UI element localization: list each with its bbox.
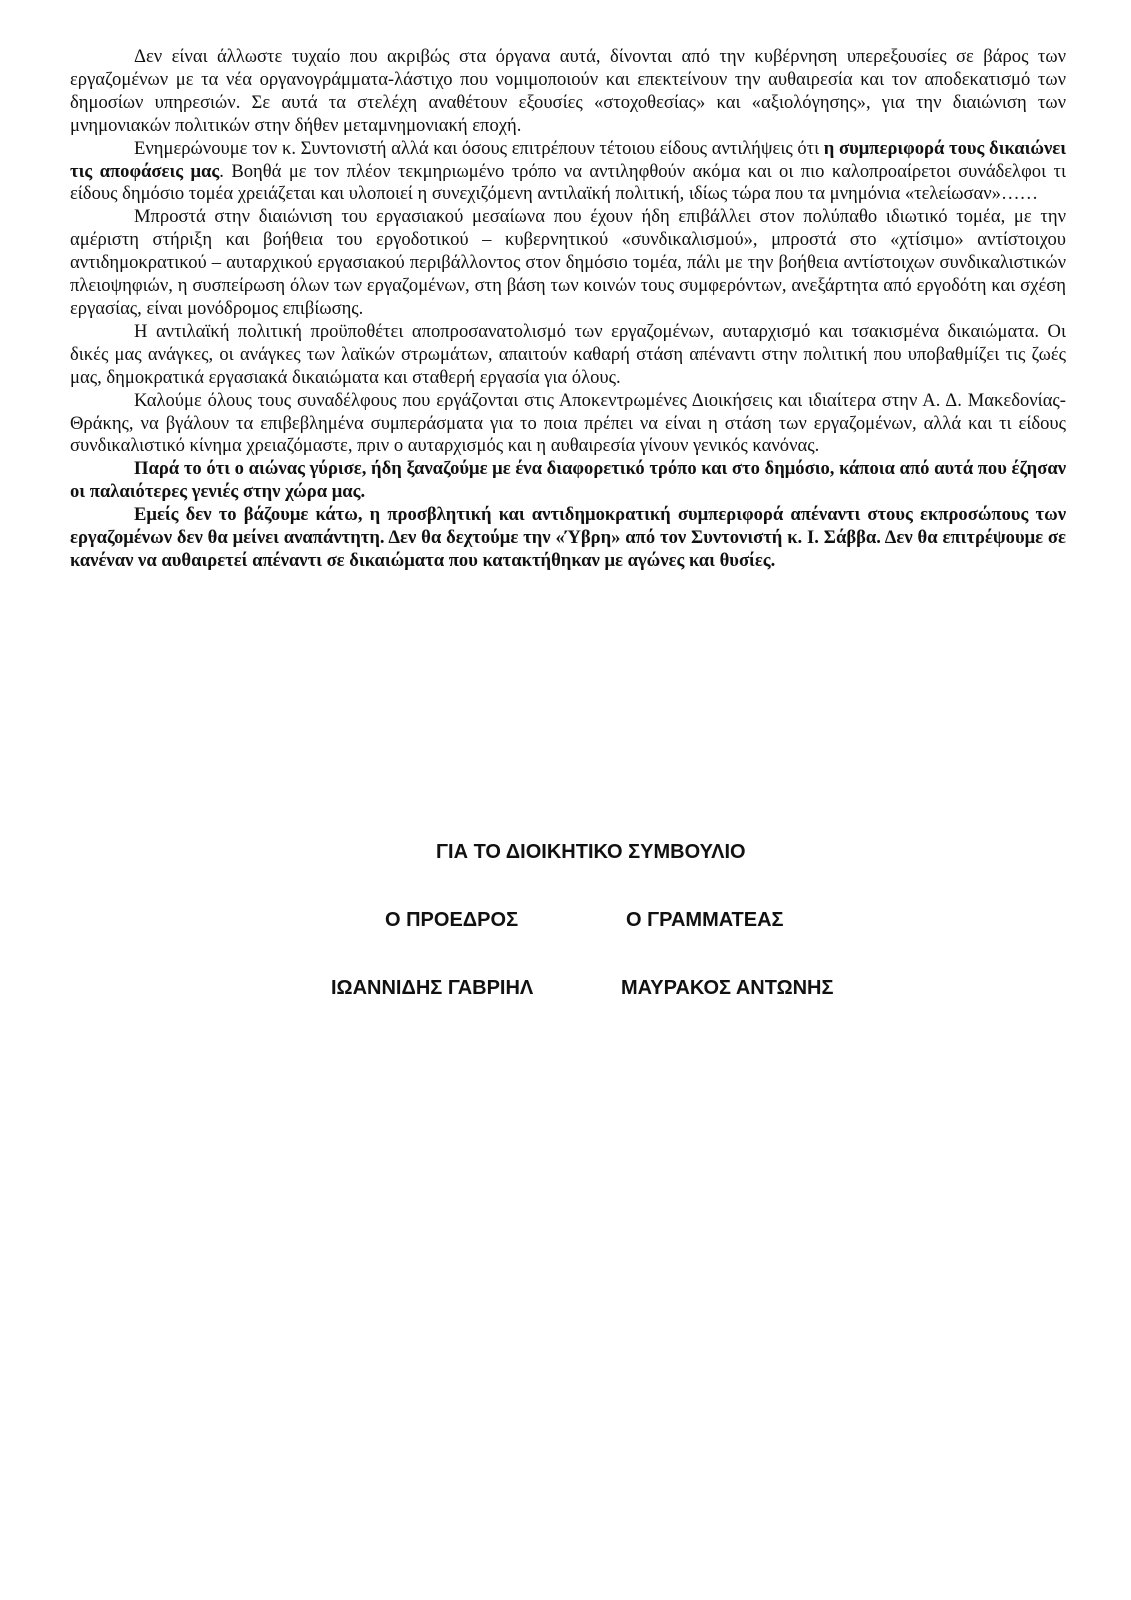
paragraph-2-text-intro: Ενημερώνουμε τον κ. Συντονιστή αλλά και όσους επιτρέπουν τέτοιου είδους αντιλήψεις ότι (134, 137, 824, 159)
paragraph-4-text: Η αντιλαϊκή πολιτική προϋποθέτει αποπροσανατολισμό των εργαζομένων, αυταρχισμό και τσακισμένα δικαιώματα. Οι δικές μας ανάγκες, οι ανάγκες των λαϊκών στρωμάτων, απαιτούν καθαρή στάση απέναντι στην πολιτική που υποβαθμίζει τις ζωές μας, δημοκρατικά εργασιακά δικαιώματα και σταθερή εργασία για όλους. (70, 320, 1066, 388)
paragraph-2-emphasis: η συμπεριφορά τους δικαιώνει τις αποφάσεις μας (70, 137, 1067, 182)
paragraph-6 (70, 458, 1066, 504)
paragraph-4 (70, 321, 1066, 390)
paragraph-7-text: Εμείς δεν το βάζουμε κάτω, η προσβλητική και αντιδημοκρατική συμπεριφορά απέναντι στους εκπροσώπους των εργαζομένων δεν θα μείνει αναπάντητη. Δεν θα δεχτούμε την «Ύβρη» από τον Συντονιστή κ. Ι. Σάββα. Δεν θα επιτρέψουμε σε κανέναν να αυθαιρετεί απέναντι σε δικαιώματα που κατακτήθηκαν με αγώνες και θυσίες. (70, 504, 1066, 571)
signature-president-name: ΙΩΑΝΝΙΔΗΣ ΓΑΒΡΙΗΛ (331, 977, 534, 999)
signature-secretary-name: ΜΑΥΡΑΚΟΣ ΑΝΤΩΝΗΣ (621, 977, 834, 999)
document-body (70, 46, 1066, 573)
paragraph-7 (70, 504, 1066, 573)
paragraph-2-text-rest: . Βοηθά με τον πλέον τεκμηριωμένο τρόπο να αντιληφθούν ακόμα και οι πιο καλοπροαίρετοι συνάδελφοι τι είδους δημόσιο τομέα χρειάζεται και υλοποιεί η συνεχιζόμενη αντιλαϊκή πολιτική, ιδίως τώρα που τα μνημόνια «τελείωσαν»…… (70, 160, 1066, 205)
signature-president-role: Ο ΠΡΟΕΔΡΟΣ (385, 909, 519, 931)
paragraph-1 (70, 46, 1066, 138)
paragraph-3 (70, 206, 1066, 321)
paragraph-5-text: Καλούμε όλους τους συναδέλφους που εργάζονται στις Αποκεντρωμένες Διοικήσεις και ιδιαίτερα στην Α. Δ. Μακεδονίας- Θράκης, να βγάλουν τα επιβεβλημένα συμπεράσματα για το ποια πρέπει να είναι η στάση των εργαζομένων, αλλά και τι είδους συνδικαλιστικό κίνημα χρειαζόμαστε, πριν ο αυταρχισμός και η αυθαιρεσία γίνουν γενικός κανόνας. (70, 389, 1066, 457)
paragraph-2 (70, 138, 1066, 207)
paragraph-3-text: Μπροστά στην διαιώνιση του εργασιακού μεσαίωνα που έχουν ήδη επιβάλλει στον πολύπαθο ιδιωτικό τομέα, με την αμέριστη στήριξη και βοήθεια του εργοδοτικού – κυβερνητικού «συνδικαλισμού», μπροστά στο «χτίσιμο» αντίστοιχου αντιδημοκρατικού – αυταρχικού εργασιακού περιβάλλοντος στον δημόσιο τομέα, πάλι με την βοήθεια αντίστοιχων συνδικαλιστικών πλειοψηφιών, η συσπείρωση όλων των εργαζομένων, στη βάση των κοινών τους συμφερόντων, ανεξάρτητα από εργοδότη και σχέση εργασίας, είναι μονόδρομος επιβίωσης. (70, 206, 1066, 319)
signature-board-heading: ΓΙΑ ΤΟ ΔΙΟΙΚΗΤΙΚΟ ΣΥΜΒΟΥΛΙΟ (436, 841, 746, 863)
paragraph-5 (70, 390, 1066, 459)
signature-secretary-role: Ο ΓΡΑΜΜΑΤΕΑΣ (626, 909, 784, 931)
paragraph-1-text: Δεν είναι άλλωστε τυχαίο που ακριβώς στα όργανα αυτά, δίνονται από την κυβέρνηση υπερεξουσίες σε βάρος των εργαζομένων με τα νέα οργανογράμματα-λάστιχο που νομιμοποιούν και επεκτείνουν την αυθαιρεσία και τον αποδεκατισμό των δημοσίων υπηρεσιών. Σε αυτά τα στελέχη αναθέτουν εξουσίες «στοχοθεσίας» και «αξιολόγησης», για την διαιώνιση των μνημονιακών πολιτικών στην δήθεν μεταμνημονιακή εποχή. (70, 46, 1066, 136)
paragraph-6-text: Παρά το ότι ο αιώνας γύρισε, ήδη ξαναζούμε με ένα διαφορετικό τρόπο και στο δημόσιο, κάποια από αυτά που έζησαν οι παλαιότερες γενιές στην χώρα μας. (70, 458, 1066, 503)
